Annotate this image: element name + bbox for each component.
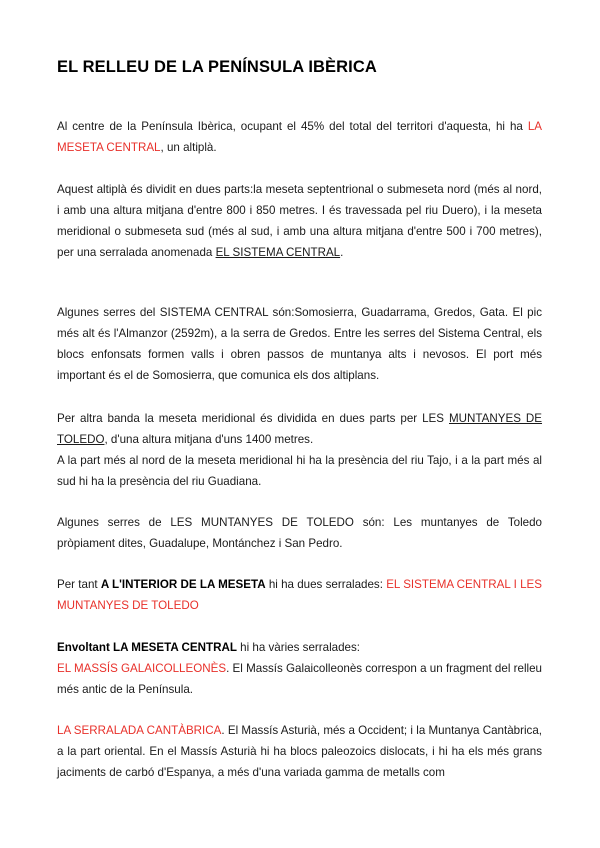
p7-highlight-serralades: EL SISTEMA CENTRAL I LES MUNTANYES DE TOLEDO (57, 578, 542, 612)
p2-underline-sistema-central: EL SISTEMA CENTRAL (215, 246, 341, 259)
p4-text-2: , d'una altura mitjana d'uns 1400 metres. (104, 433, 314, 446)
p9-highlight-massis: EL MASSÍS GALAICOLLEONÈS (57, 662, 227, 675)
p5-text-1: A la part més al nord de la meseta meridional hi ha la presència del riu Tajo, i a la part més al sud hi ha la presència del riu Guadiana. (57, 454, 542, 488)
p1-text-1: Al centre de la Península Ibèrica, ocupant el 45% del total del territori d'aquesta, hi ha (57, 120, 528, 133)
p1-text-2: , un altiplà. (160, 141, 217, 154)
p9-text-1: . El Massís Galaicolleonès correspon a un fragment del relleu més antic de la Península. (57, 662, 542, 696)
paragraph-envoltant (57, 637, 542, 658)
p10-text-1: . El Massís Asturià, més a Occident; i la Muntanya Cantàbrica, a la part oriental. En el Massís Asturià hi ha blocs paleozoics dislocats, i hi ha els més grans jaciments de carbó d'Espanya, a més d'una variada gamma de metalls com (57, 724, 542, 779)
paragraph-altiplano-division (57, 179, 542, 263)
page-title: EL RELLEU DE LA PENÍNSULA IBÈRICA (57, 58, 377, 76)
p2-text-2: . (340, 246, 344, 259)
paragraph-muntanyes-toledo (57, 408, 542, 450)
p7-text-1: Per tant (57, 578, 101, 591)
p10-highlight-cantabrica: LA SERRALADA CANTÀBRICA (57, 724, 222, 737)
p4-underline-muntanyes: MUNTANYES DE TOLEDO (57, 412, 543, 446)
paragraph-serres-sistema-central (57, 302, 542, 386)
p1-highlight-meseta: LA MESETA CENTRAL (57, 120, 542, 154)
paragraph-meseta-central (57, 116, 542, 158)
paragraph-rius (57, 450, 542, 492)
paragraph-serralada-cantabrica (57, 720, 542, 783)
p6-text-1: Algunes serres de LES MUNTANYES DE TOLEDO són: Les muntanyes de Toledo pròpiament dites, Guadalupe, Montánchez i San Pedro. (57, 516, 542, 550)
p4-text-1: Per altra banda la meseta meridional és dividida en dues parts per LES (57, 412, 449, 425)
p8-text-1: hi ha vàries serralades: (236, 641, 361, 654)
paragraph-interior-meseta (57, 574, 542, 616)
paragraph-serres-toledo (57, 512, 542, 554)
paragraph-massis-galaic (57, 658, 542, 700)
p7-bold-interior: A L'INTERIOR DE LA MESETA (100, 578, 266, 591)
p2-text-1: Aquest altiplà és dividit en dues parts:la meseta septentrional o submeseta nord (més al nord, i amb una altura mitjana d'entre 800 i 850 metres. I és travessada pel riu Duero), i la meseta meridional o submeseta sud (més al sud, i amb una altura mitjana d'entre 500 i 700 metres), per una serralada anomenada (57, 183, 542, 259)
p8-bold-envoltant: Envoltant LA MESETA CENTRAL (57, 641, 237, 654)
p7-text-2: hi ha dues serralades: (265, 578, 387, 591)
p3-text-1: Algunes serres del SISTEMA CENTRAL són:Somosierra, Guadarrama, Gredos, Gata. El pic més alt és l'Almanzor (2592m), a la serra de Gredos. Entre les serres del Sistema Central, els blocs enfonsats formen valls i obren passos de muntanya alts i nevosos. El port més important és el de Somosierra, que comunica els dos altiplans. (57, 306, 542, 382)
